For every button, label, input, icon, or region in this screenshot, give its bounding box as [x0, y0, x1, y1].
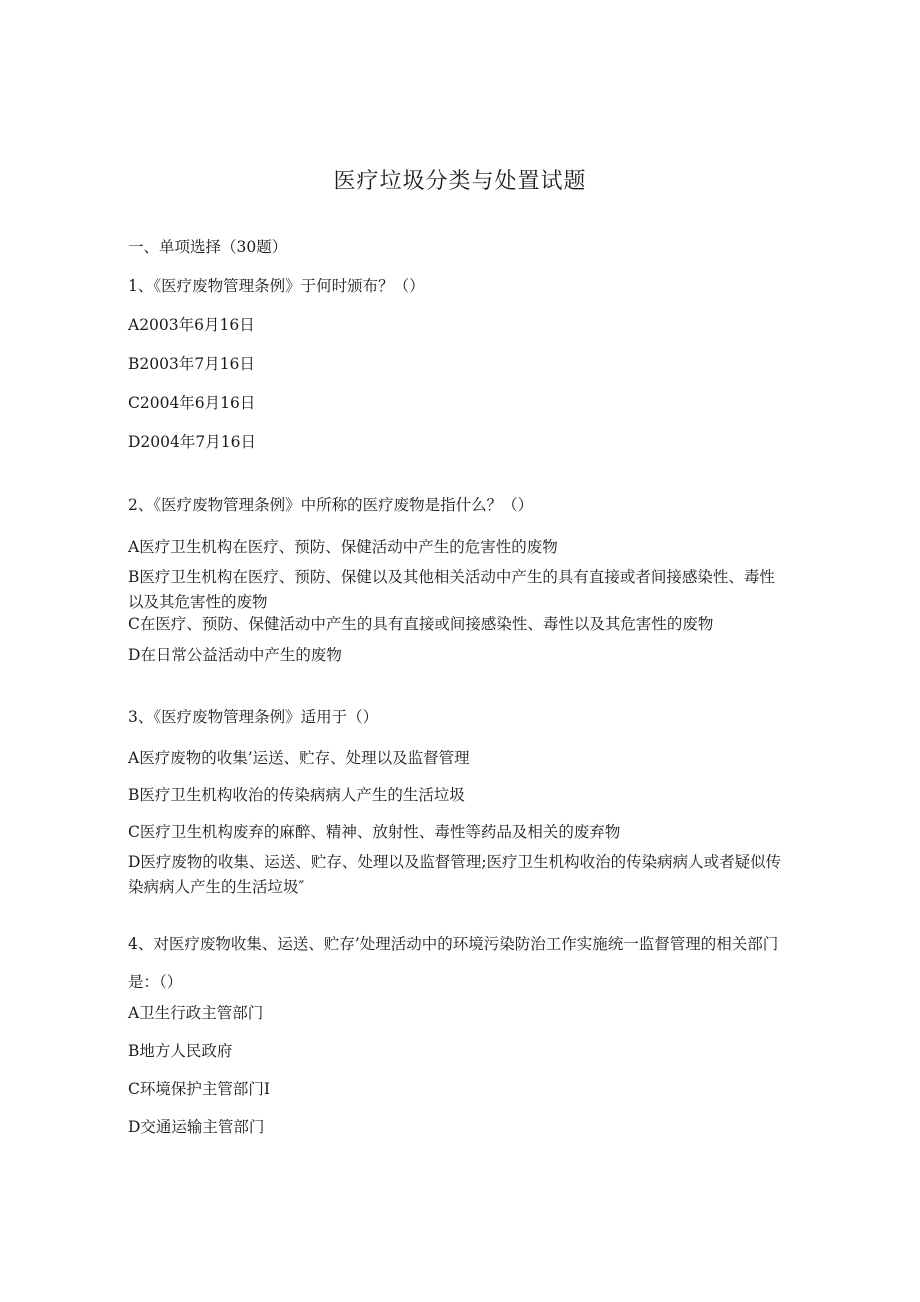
question-1-option-a: A2003年6月16日: [128, 316, 255, 334]
question-2-option-d: D在日常公益活动中产生的废物: [128, 646, 342, 664]
question-1-option-d: D2004年7月16日: [128, 433, 256, 451]
question-4-option-b: B地方人民政府: [128, 1042, 233, 1060]
question-3-stem: 3、《医疗废物管理条例》适用于（）: [128, 708, 379, 726]
question-1-option-c: C2004年6月16日: [128, 394, 256, 412]
question-2-option-b: B医疗卫生机构在医疗、预防、保健以及其他相关活动中产生的具有直接或者间接感染性、毒性以及其危害性的废物: [128, 568, 775, 611]
question-3-option-b: B医疗卫生机构收治的传染病病人产生的生活垃圾: [128, 786, 465, 804]
question-4-option-a: A卫生行政主管部门: [128, 1004, 264, 1022]
document-title: 医疗垃圾分类与处置试题: [333, 169, 587, 194]
question-4-option-d: D交通运输主管部门: [128, 1118, 265, 1136]
question-2-option-a: A医疗卫生机构在医疗、预防、保健活动中产生的危害性的废物: [128, 538, 558, 556]
question-3-option-d: D医疗废物的收集、运送、贮存、处理以及监督管理;医疗卫生机构收治的传染病病人或者疑似传染病病人产生的生活垃圾″: [128, 853, 782, 896]
question-3-option-c: C医疗卫生机构废弃的麻醉、精神、放射性、毒性等药品及相关的废弃物: [128, 823, 621, 841]
question-3-option-a: A医疗废物的收集’运送、贮存、处理以及监督管理: [128, 749, 470, 767]
question-2-option-c: C在医疗、预防、保健活动中产生的具有直接或间接感染性、毒性以及其危害性的废物: [128, 615, 714, 633]
question-4-stem: 4、对医疗废物收集、运送、贮存’处理活动中的环境污染防治工作实施统一监督管理的相关部门是：（）: [128, 935, 779, 991]
question-1-option-b: B2003年7月16日: [128, 355, 255, 373]
question-4-option-c: C环境保护主管部门I: [128, 1080, 270, 1098]
question-1-stem: 1、《医疗废物管理条例》于何时颁布？（）: [128, 277, 425, 295]
question-2-stem: 2、《医疗废物管理条例》中所称的医疗废物是指什么？（）: [128, 496, 534, 514]
section-heading: 一、单项选择（30题）: [128, 238, 288, 256]
